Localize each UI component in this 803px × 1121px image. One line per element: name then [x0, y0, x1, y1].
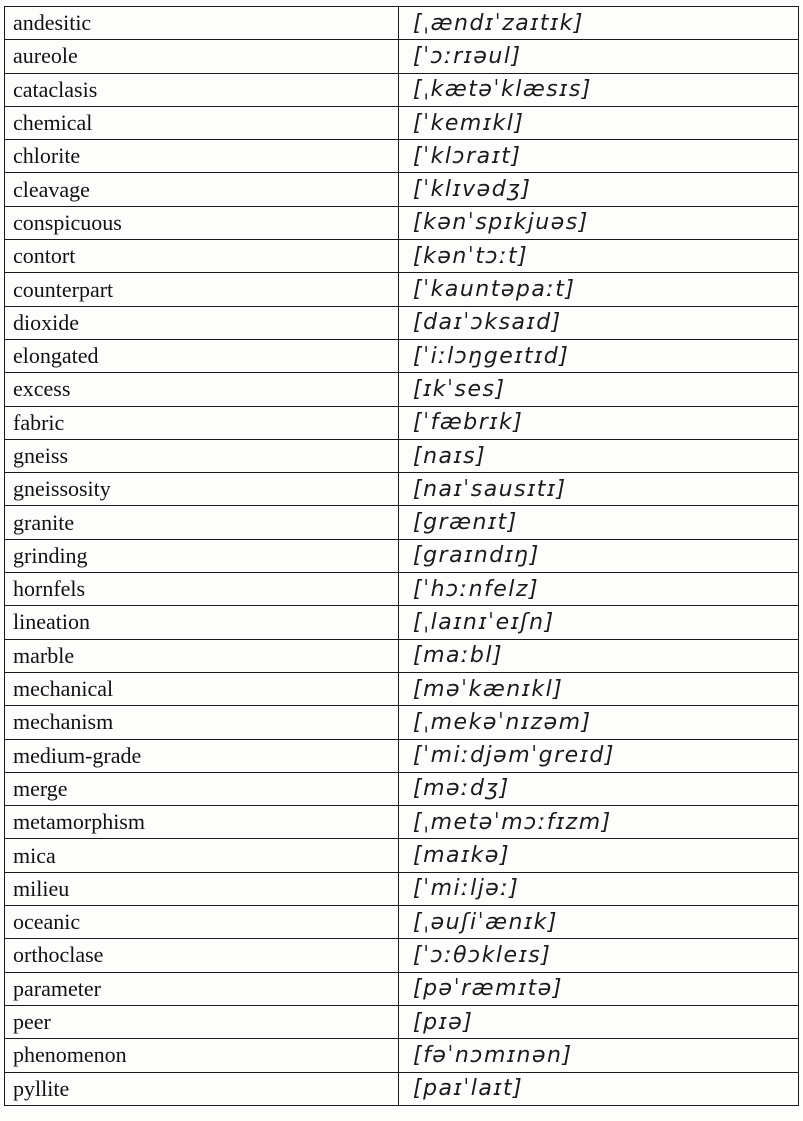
- table-row: [5, 739, 799, 772]
- pronunciation-cell: [məˈkænɪkl]: [399, 672, 799, 705]
- word-cell: dioxide: [5, 306, 399, 339]
- pronunciation-cell: [ˈɔːθɔkleɪs]: [399, 939, 799, 972]
- word-cell: mechanism: [5, 706, 399, 739]
- word-cell: cleavage: [5, 173, 399, 206]
- word-cell: phenomenon: [5, 1039, 399, 1072]
- pronunciation-cell: [ˌlaɪnɪˈeɪʃn]: [399, 606, 799, 639]
- pronunciation-cell: [ˈkauntəpaːt]: [399, 273, 799, 306]
- table-row: [5, 140, 799, 173]
- word-cell: counterpart: [5, 273, 399, 306]
- pronunciation-cell: [maːbl]: [399, 639, 799, 672]
- word-cell: cataclasis: [5, 73, 399, 106]
- table-row: [5, 606, 799, 639]
- table-row: [5, 772, 799, 805]
- word-cell: oceanic: [5, 906, 399, 939]
- vocabulary-table-body: [5, 7, 799, 1106]
- word-cell: chlorite: [5, 140, 399, 173]
- pronunciation-cell: [maɪkə]: [399, 839, 799, 872]
- pronunciation-cell: [ˈmiːdjəmˈgreɪd]: [399, 739, 799, 772]
- word-cell: pyllite: [5, 1072, 399, 1105]
- word-cell: fabric: [5, 406, 399, 439]
- pronunciation-cell: [məːdʒ]: [399, 772, 799, 805]
- pronunciation-cell: [grænɪt]: [399, 506, 799, 539]
- pronunciation-cell: [daɪˈɔksaɪd]: [399, 306, 799, 339]
- table-row: [5, 639, 799, 672]
- word-cell: peer: [5, 1005, 399, 1038]
- pronunciation-cell: [ˈiːlɔŋgeɪtɪd]: [399, 339, 799, 372]
- table-row: [5, 206, 799, 239]
- word-cell: chemical: [5, 106, 399, 139]
- word-cell: mica: [5, 839, 399, 872]
- word-cell: hornfels: [5, 573, 399, 606]
- pronunciation-cell: [fəˈnɔmɪnən]: [399, 1039, 799, 1072]
- word-cell: orthoclase: [5, 939, 399, 972]
- pronunciation-cell: [pɪə]: [399, 1005, 799, 1038]
- table-row: [5, 273, 799, 306]
- table-row: [5, 906, 799, 939]
- pronunciation-cell: [ˈhɔːnfelz]: [399, 573, 799, 606]
- table-row: [5, 939, 799, 972]
- table-row: [5, 406, 799, 439]
- table-row: [5, 706, 799, 739]
- word-cell: lineation: [5, 606, 399, 639]
- word-cell: conspicuous: [5, 206, 399, 239]
- table-row: [5, 73, 799, 106]
- word-cell: grinding: [5, 539, 399, 572]
- word-cell: gneiss: [5, 439, 399, 472]
- word-cell: milieu: [5, 872, 399, 905]
- word-cell: mechanical: [5, 672, 399, 705]
- table-row: [5, 506, 799, 539]
- table-row: [5, 339, 799, 372]
- pronunciation-cell: [kənˈtɔːt]: [399, 240, 799, 273]
- word-cell: excess: [5, 373, 399, 406]
- table-row: [5, 173, 799, 206]
- table-row: [5, 306, 799, 339]
- word-cell: elongated: [5, 339, 399, 372]
- pronunciation-cell: [ˌkætəˈklæsɪs]: [399, 73, 799, 106]
- word-cell: aureole: [5, 40, 399, 73]
- table-row: [5, 106, 799, 139]
- pronunciation-cell: [ˌmetəˈmɔːfɪzm]: [399, 806, 799, 839]
- word-cell: marble: [5, 639, 399, 672]
- pronunciation-cell: [naɪˈsausɪtɪ]: [399, 473, 799, 506]
- table-row: [5, 473, 799, 506]
- word-cell: contort: [5, 240, 399, 273]
- word-cell: andesitic: [5, 7, 399, 40]
- table-row: [5, 839, 799, 872]
- table-row: [5, 240, 799, 273]
- pronunciation-cell: [kənˈspɪkjuəs]: [399, 206, 799, 239]
- pronunciation-cell: [ˈklɪvədʒ]: [399, 173, 799, 206]
- word-cell: medium-grade: [5, 739, 399, 772]
- word-cell: metamorphism: [5, 806, 399, 839]
- pronunciation-cell: [ˌændɪˈzaɪtɪk]: [399, 7, 799, 40]
- word-cell: gneissosity: [5, 473, 399, 506]
- word-cell: merge: [5, 772, 399, 805]
- word-cell: granite: [5, 506, 399, 539]
- table-row: [5, 1072, 799, 1105]
- pronunciation-cell: [ˈfæbrɪk]: [399, 406, 799, 439]
- vocabulary-table: [4, 6, 799, 1106]
- table-row: [5, 1005, 799, 1038]
- table-row: [5, 573, 799, 606]
- pronunciation-cell: [ˈɔːrɪəul]: [399, 40, 799, 73]
- table-row: [5, 872, 799, 905]
- pronunciation-cell: [naɪs]: [399, 439, 799, 472]
- table-row: [5, 972, 799, 1005]
- pronunciation-cell: [ˌmekəˈnɪzəm]: [399, 706, 799, 739]
- pronunciation-cell: [ˈklɔraɪt]: [399, 140, 799, 173]
- pronunciation-cell: [ˈkemɪkl]: [399, 106, 799, 139]
- table-row: [5, 1039, 799, 1072]
- table-row: [5, 373, 799, 406]
- table-row: [5, 672, 799, 705]
- table-row: [5, 806, 799, 839]
- table-row: [5, 539, 799, 572]
- pronunciation-cell: [paɪˈlaɪt]: [399, 1072, 799, 1105]
- pronunciation-cell: [ɪkˈses]: [399, 373, 799, 406]
- pronunciation-cell: [pəˈræmɪtə]: [399, 972, 799, 1005]
- pronunciation-cell: [ˌəuʃiˈænɪk]: [399, 906, 799, 939]
- table-row: [5, 7, 799, 40]
- word-cell: parameter: [5, 972, 399, 1005]
- pronunciation-cell: [graɪndɪŋ]: [399, 539, 799, 572]
- table-row: [5, 439, 799, 472]
- table-row: [5, 40, 799, 73]
- pronunciation-cell: [ˈmiːljəː]: [399, 872, 799, 905]
